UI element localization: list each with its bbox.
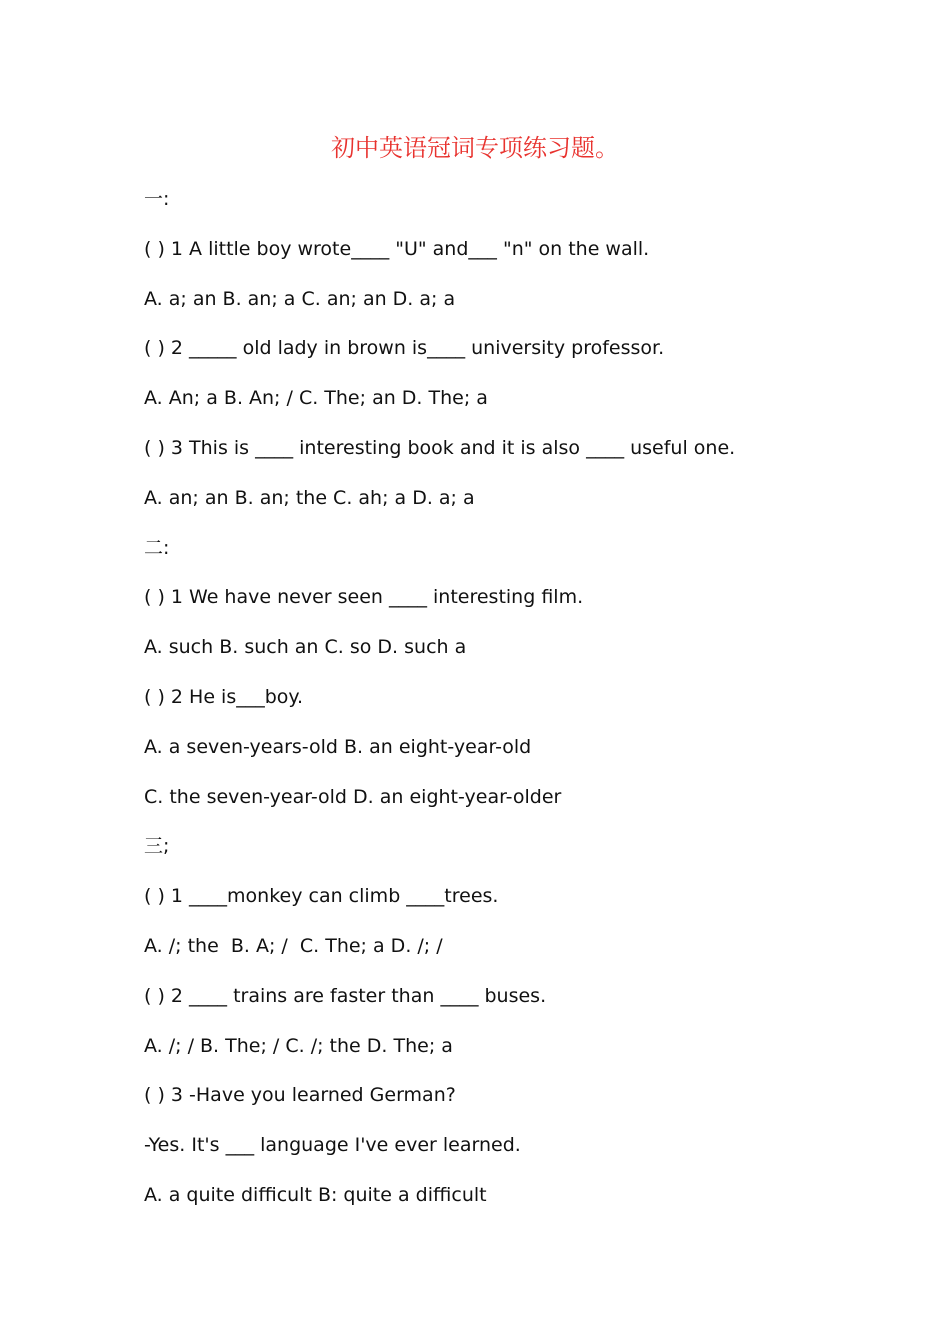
section-heading-3: 三;: [144, 835, 170, 858]
options-line: C. the seven-year-old D. an eight-year-older: [144, 785, 562, 808]
question-line: ( ) 1 ____monkey can climb ____trees.: [144, 885, 499, 908]
options-line: A. such B. such an C. so D. such a: [144, 636, 467, 659]
options-line: A. An; a B. An; / C. The; an D. The; a: [144, 387, 488, 410]
section-heading-1: 一:: [144, 188, 170, 210]
question-line: ( ) 3 -Have you learned German?: [144, 1084, 456, 1107]
document-title: 初中英语冠词专项练习题。: [331, 134, 619, 162]
options-line: A. a quite difficult B: quite a difficult: [144, 1183, 487, 1206]
answer-line: -Yes. It's ___ language I've ever learned.: [144, 1134, 521, 1157]
question-line: ( ) 3 This is ____ interesting book and it is also ____ useful one.: [144, 436, 736, 459]
question-line: ( ) 2 ____ trains are faster than ____ buses.: [144, 984, 547, 1007]
options-line: A. a; an B. an; a C. an; an D. a; a: [144, 287, 456, 310]
question-line: ( ) 2 _____ old lady in brown is____ university professor.: [144, 337, 665, 360]
question-line: ( ) 1 We have never seen ____ interesting film.: [144, 586, 584, 609]
section-heading-2: 二:: [144, 536, 170, 559]
options-line: A. /; / B. The; / C. /; the D. The; a: [144, 1034, 453, 1057]
options-line: A. an; an B. an; the C. ah; a D. a; a: [144, 486, 475, 509]
question-line: ( ) 1 A little boy wrote____ "U" and___ "n" on the wall.: [144, 237, 650, 260]
options-line: A. a seven-years-old B. an eight-year-old: [144, 735, 532, 758]
document-body: [144, 183, 904, 1229]
options-line: A. /; the B. A; / C. The; a D. /; /: [144, 934, 443, 957]
question-line: ( ) 2 He is___boy.: [144, 685, 303, 708]
